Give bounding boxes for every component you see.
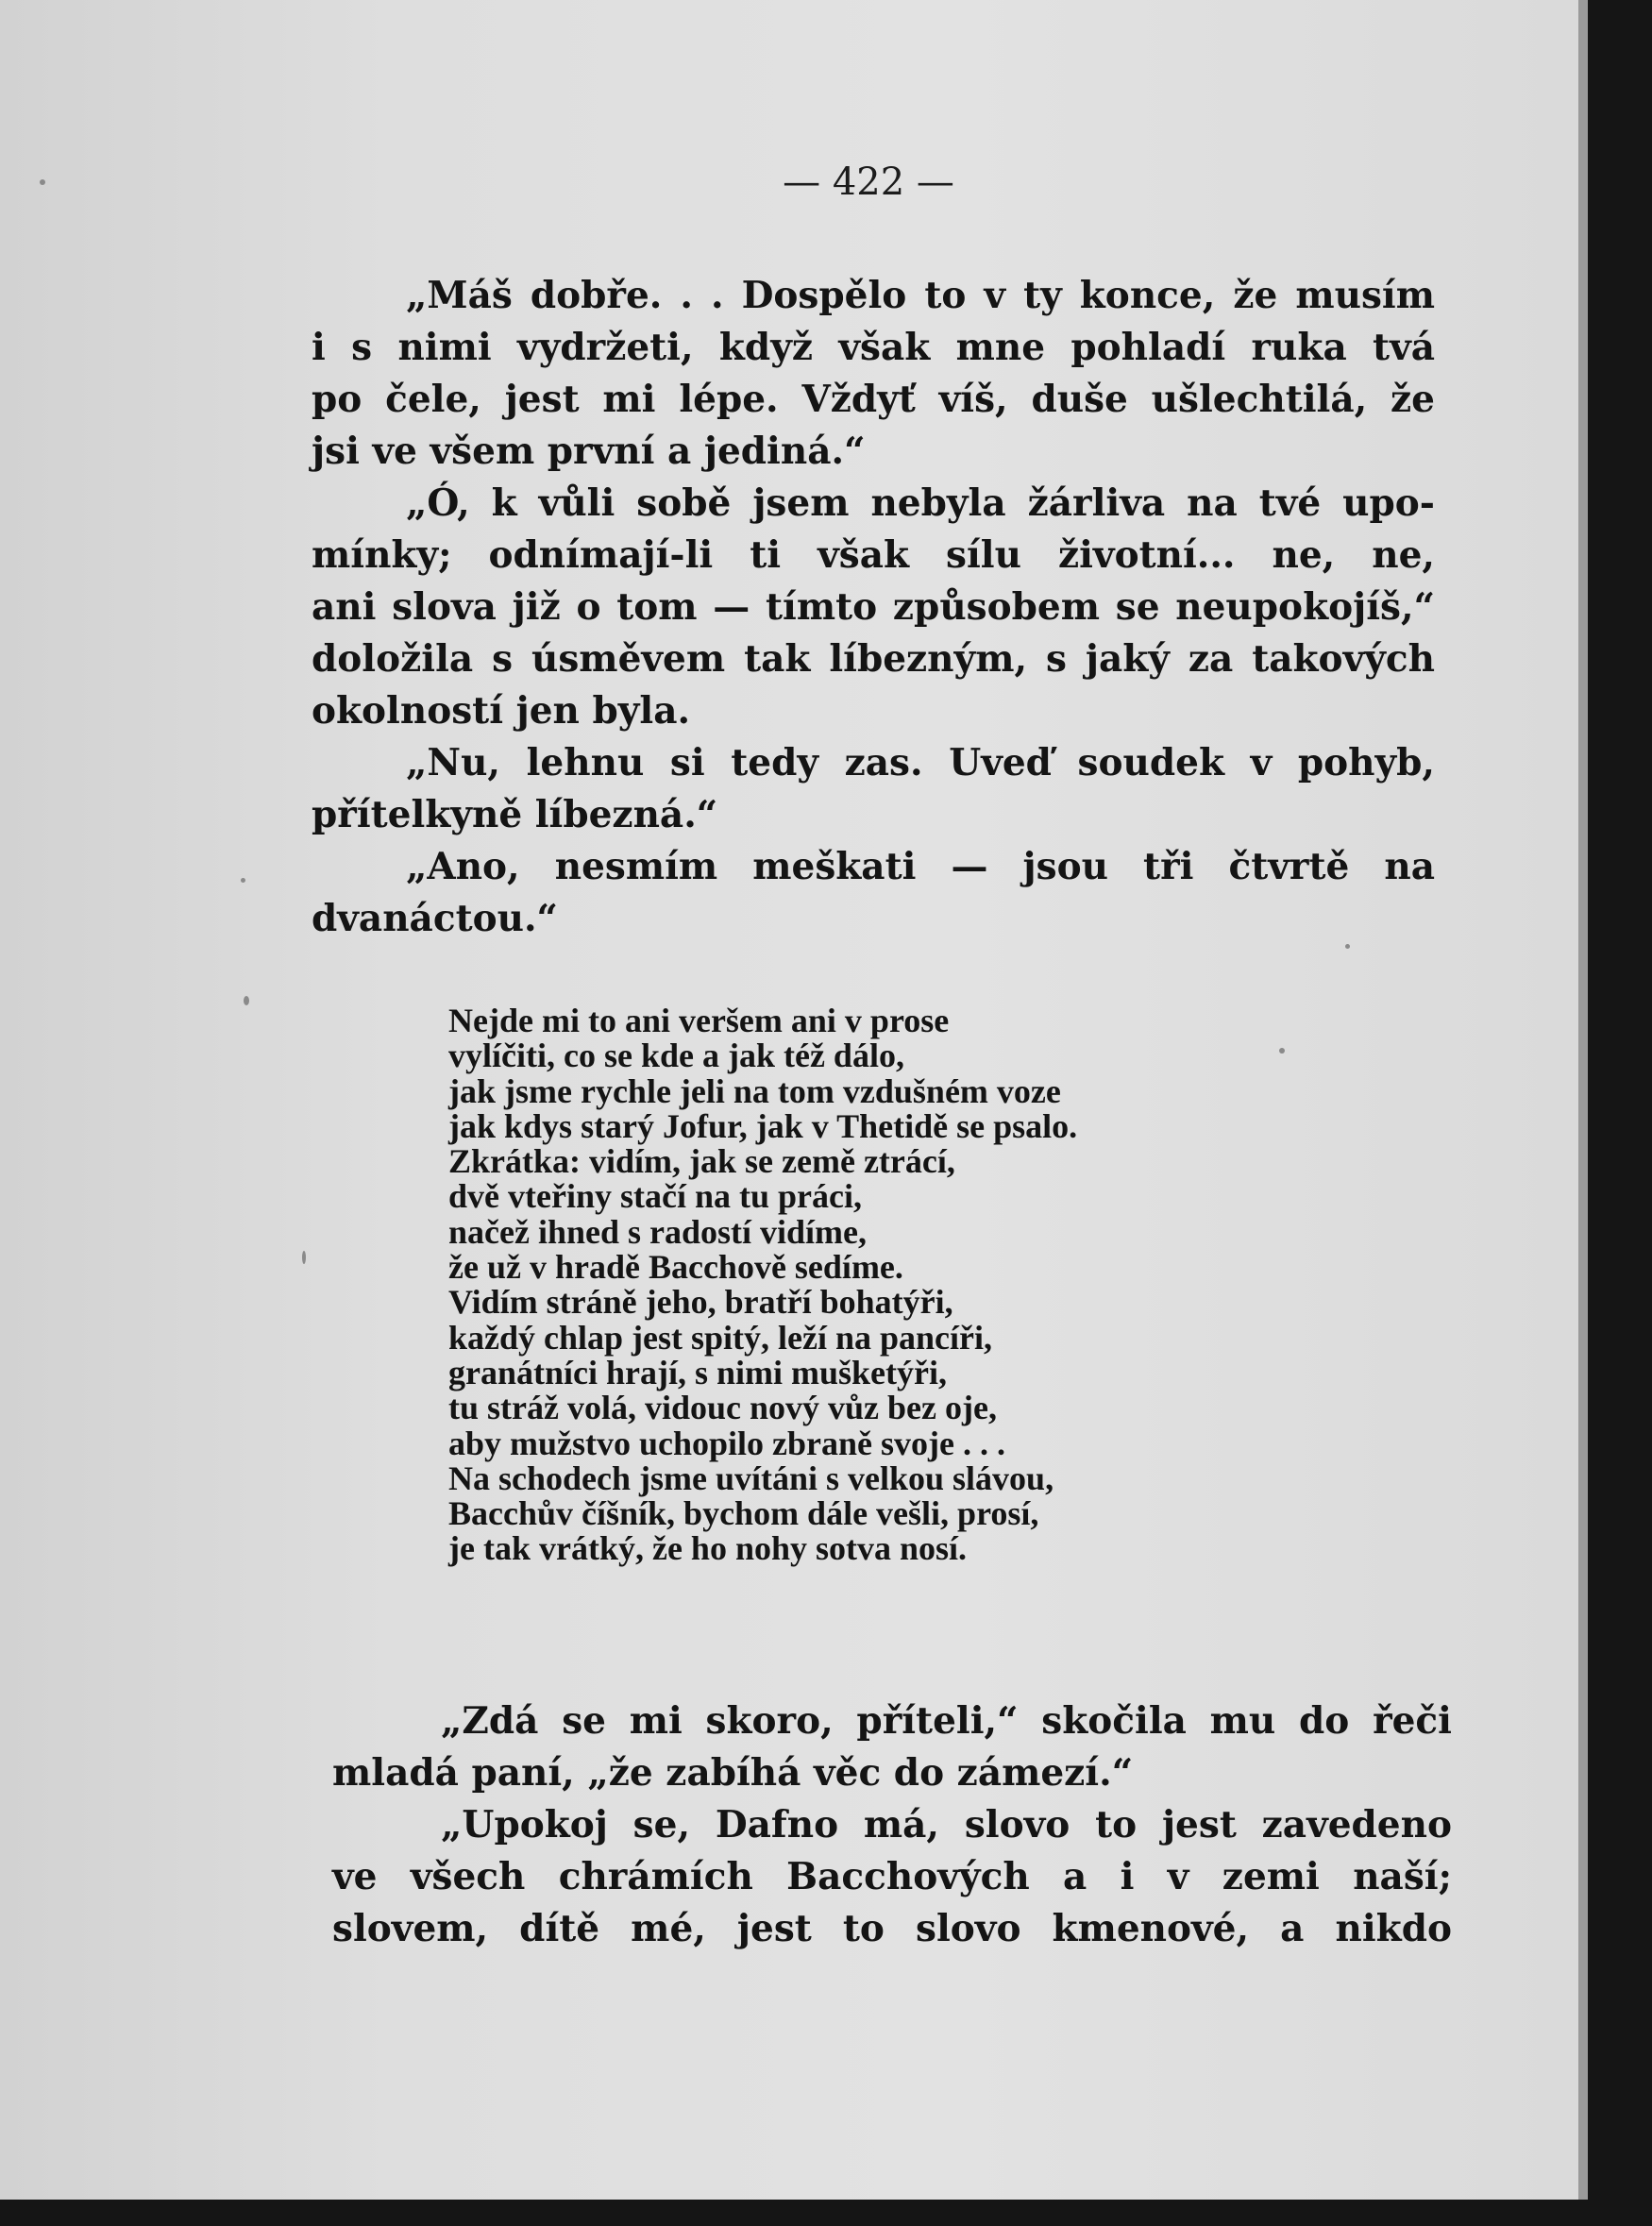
paragraph-line: dvanáctou.“ (312, 897, 558, 940)
verse-line: dvě vteřiny stačí na tu práci, (448, 1177, 862, 1216)
scan-speck (302, 1251, 306, 1264)
paragraph-line: okolností jen byla. (312, 689, 691, 733)
verse-line: je tak vrátký, že ho nohy sotva nosí. (448, 1529, 968, 1568)
paragraph-line: ve všech chrámích Bacchových a i v zemi naší; (332, 1855, 1452, 1898)
verse-block (448, 1003, 1355, 1567)
verse-line: Zkrátka: vidím, jak se země ztrácí, (448, 1142, 955, 1181)
verse-line: každý chlap jest spitý, leží na pancíři, (448, 1318, 993, 1357)
paragraph-line: slovem, dítě mé, jest to slovo kmenové, a nikdo (332, 1907, 1452, 1950)
verse-line: Nejde mi to ani veršem ani v prose (448, 1002, 950, 1039)
paragraph-line: mínky; odnímají-li ti však sílu životní... ne, ne, (312, 533, 1435, 577)
paragraph-line: „Nu, lehnu si tedy zas. Uveď soudek v pohyb, (406, 741, 1435, 784)
verse-line: Bacchův číšník, bychom dále vešli, prosí, (448, 1494, 1039, 1533)
paragraph-line: přítelkyně líbezná.“ (312, 793, 718, 836)
verse-line: tu stráž volá, vidouc nový vůz bez oje, (448, 1389, 997, 1427)
paragraph-line: i s nimi vydržeti, když však mne pohladí ruka tvá (312, 326, 1435, 369)
verse-line: že už v hradě Bacchově sedíme. (448, 1248, 903, 1287)
verse-line: granátníci hrají, s nimi mušketýři, (448, 1353, 947, 1391)
verse-line: jak kdys starý Jofur, jak v Thetidě se psalo. (448, 1106, 1078, 1145)
paragraph-line: doložila s úsměvem tak líbezným, s jaký za takových (312, 637, 1435, 681)
scan-speck (40, 179, 45, 185)
verse-line: Na schodech jsme uvítáni s velkou slávou, (448, 1459, 1054, 1497)
paragraph-line: „Zdá se mi skoro, příteli,“ skočila mu do řeči (441, 1699, 1452, 1743)
scan-speck (244, 996, 249, 1005)
paragraph-line: „Upokoj se, Dafno má, slovo to jest zavedeno (441, 1803, 1452, 1847)
paragraph-line: „Ano, nesmím meškati — jsou tři čtvrtě na (406, 845, 1435, 888)
scan-speck (241, 878, 245, 883)
paragraph-line: jsi ve všem první a jediná.“ (312, 430, 866, 473)
verse-line: vylíčiti, co se kde a jak též dálo, (448, 1037, 904, 1075)
paragraph-line: „Ó, k vůli sobě jsem nebyla žárliva na tvé upo- (406, 481, 1435, 525)
verse-line: načež ihned s radostí vidíme, (448, 1212, 868, 1251)
page-number: — 422 — (783, 160, 954, 204)
paragraph-line: ani slova již o tom — tímto způsobem se neupokojíš,“ (312, 585, 1435, 629)
verse-line: jak jsme rychle jeli na tom vzdušném voze (448, 1071, 1061, 1110)
paragraph-line: po čele, jest mi lépe. Vždyť víš, duše ušlechtilá, že (312, 378, 1435, 421)
page-edge (1578, 0, 1588, 2200)
paragraph-line: mladá paní, „že zabíhá věc do zámezí.“ (332, 1751, 1134, 1795)
verse-line: aby mužstvo uchopilo zbraně svoje . . . (448, 1424, 1006, 1462)
prose-top (312, 270, 1435, 945)
prose-bottom (332, 1695, 1452, 1955)
verse-line: Vidím stráně jeho, bratří bohatýři, (448, 1283, 953, 1322)
paragraph-line: „Máš dobře. . . Dospělo to v ty konce, že musím (406, 274, 1435, 317)
